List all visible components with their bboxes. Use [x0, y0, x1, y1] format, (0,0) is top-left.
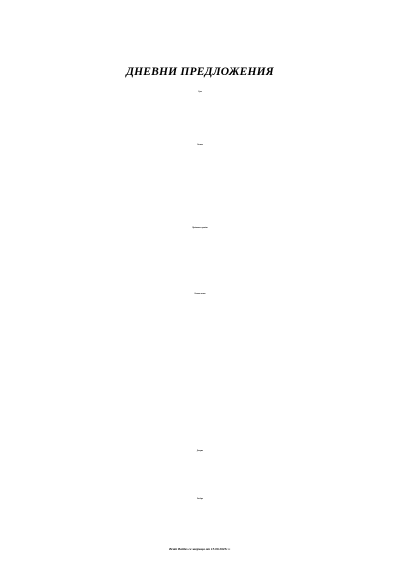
footer-announcement: Brain Battles се завръща от 15.09.2025г☺	[169, 547, 231, 551]
section-heading-starters: Предястия и разядки	[192, 228, 208, 229]
section-heading-salads: Салати	[197, 145, 203, 146]
section-heading-mains: Основни ястия	[194, 294, 206, 295]
section-heading-soups: Супи	[198, 92, 202, 93]
page-title: ДНЕВНИ ПРЕДЛОЖЕНИЯ	[126, 66, 274, 78]
section-heading-bar: От бара	[197, 499, 203, 500]
section-heading-desserts: Десерти	[196, 451, 204, 452]
